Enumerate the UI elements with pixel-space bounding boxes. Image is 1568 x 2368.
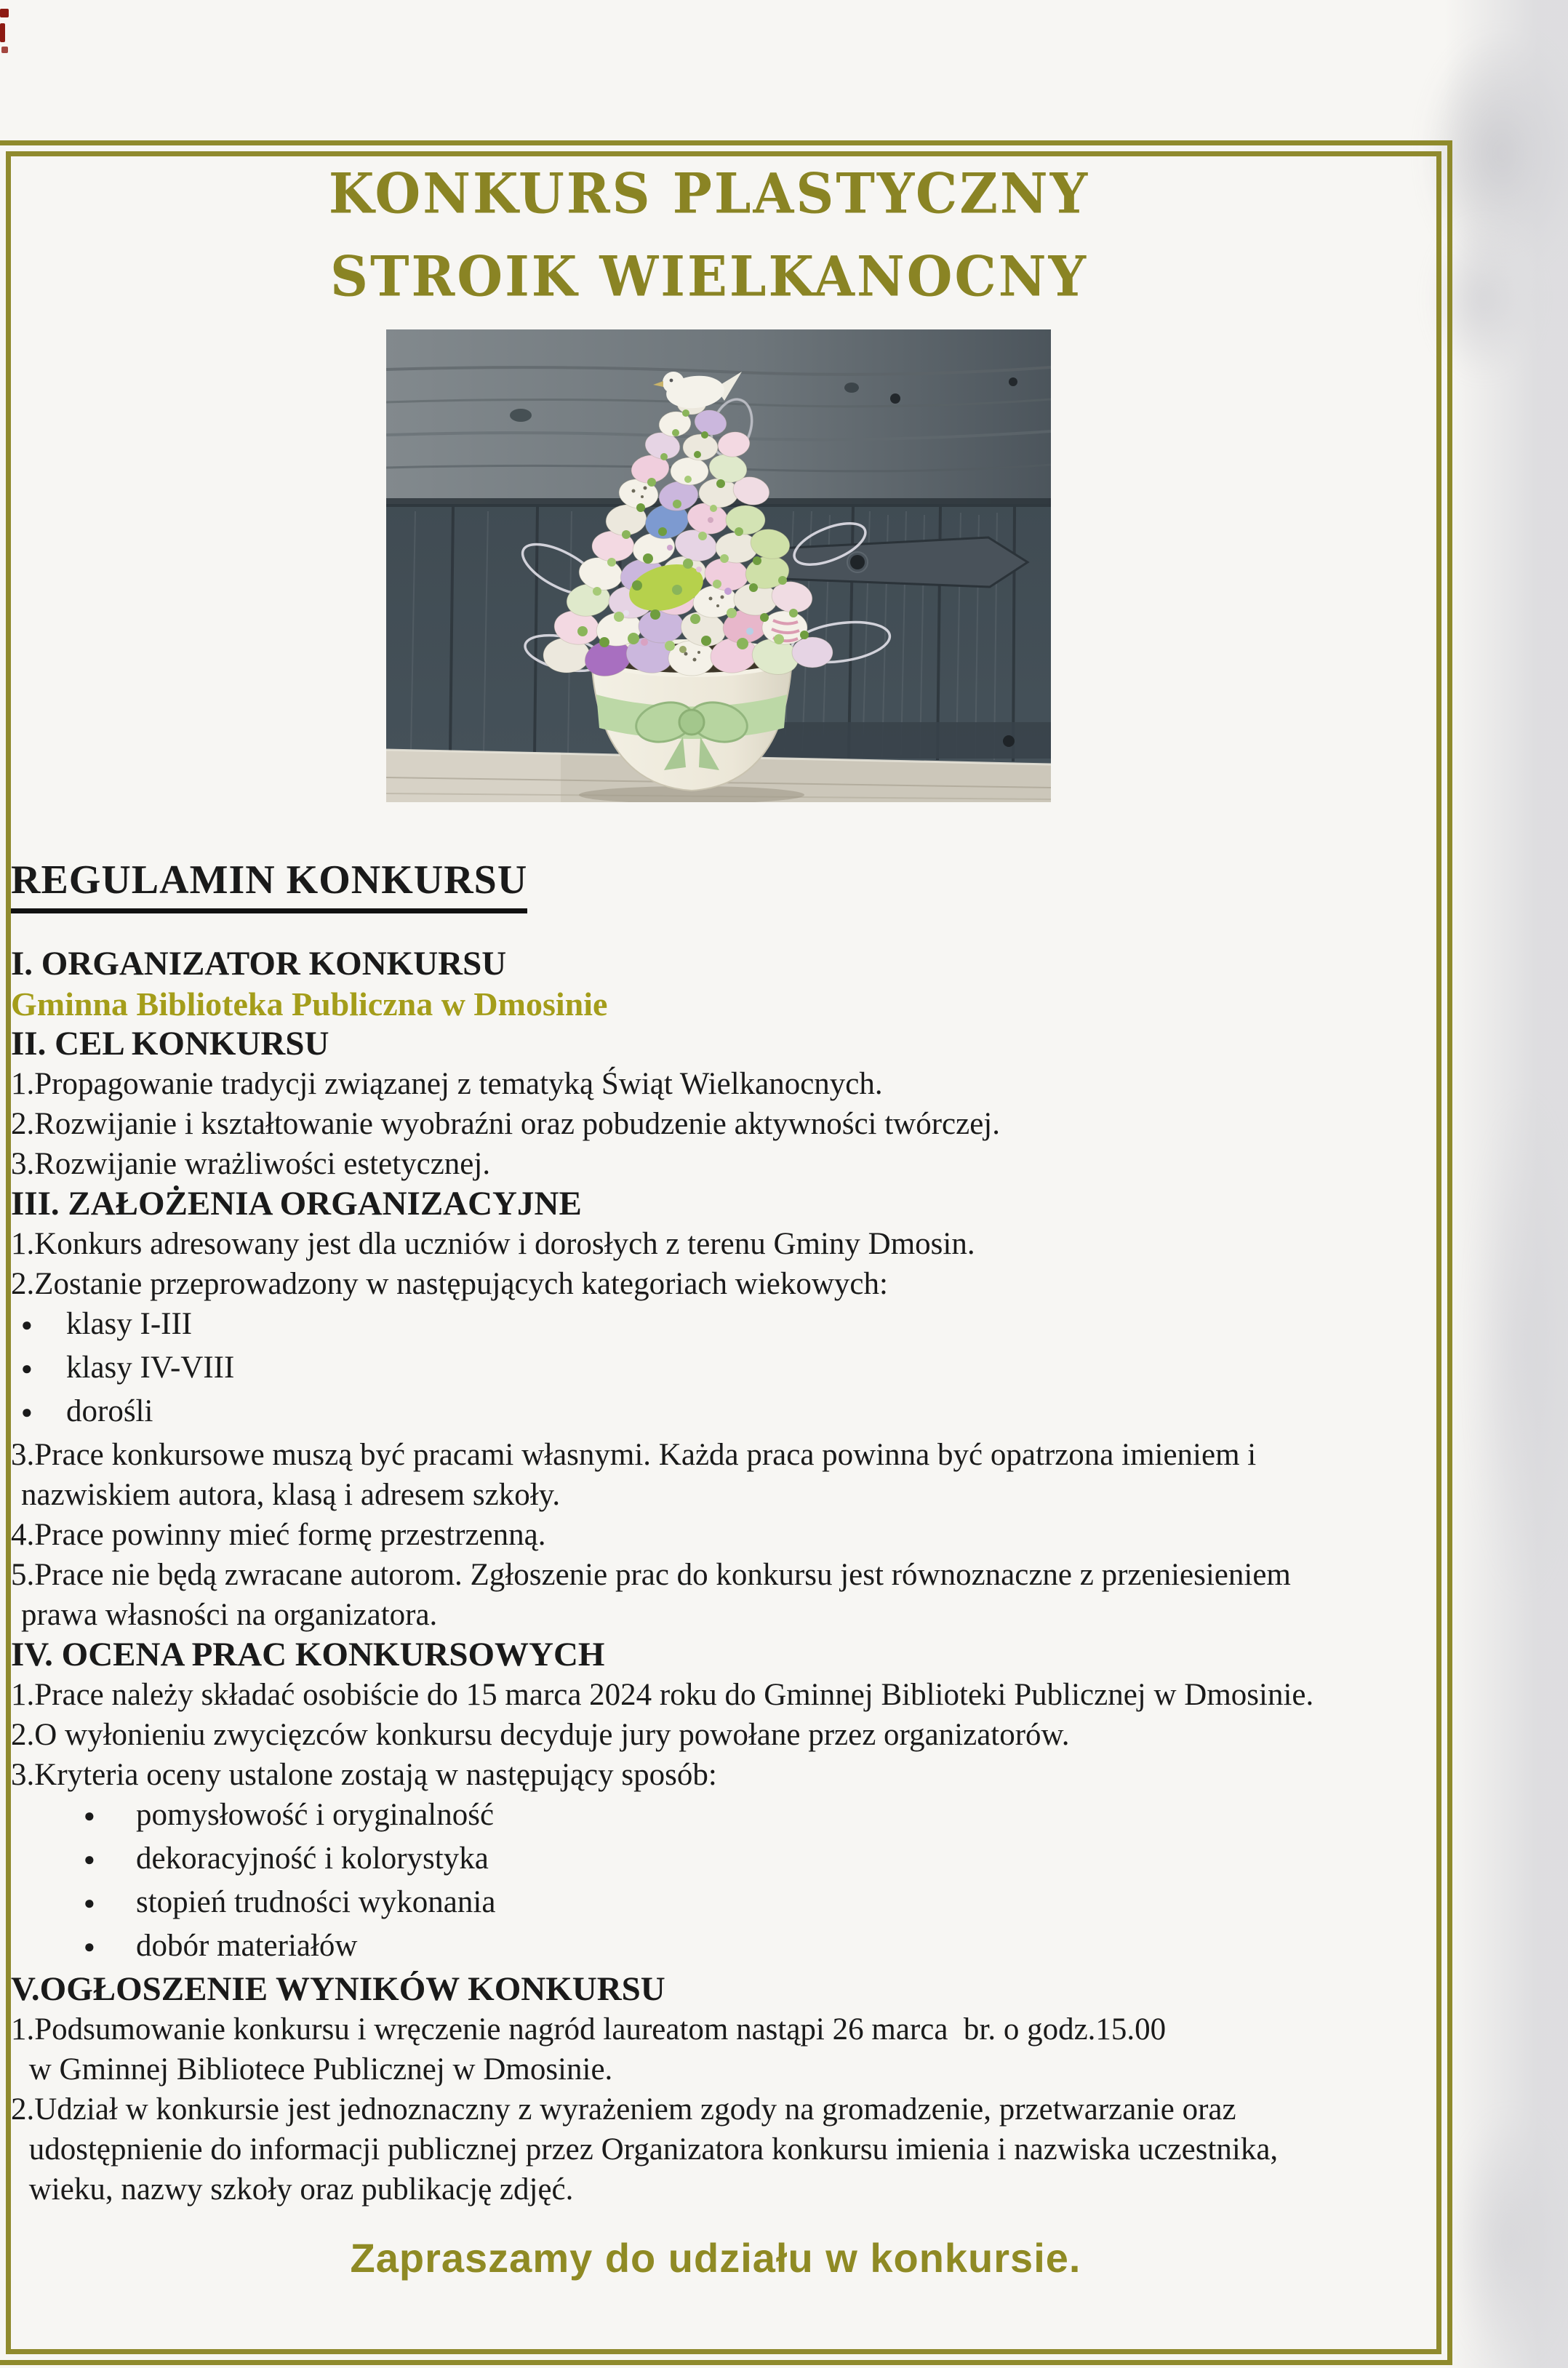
red-scan-mark	[0, 23, 5, 42]
bullet-dot-icon: ●	[21, 1358, 33, 1379]
bullet-item	[11, 1882, 1473, 1926]
bullet-dot-icon: ●	[84, 1892, 95, 1913]
regulations-text	[11, 857, 1473, 2209]
bullet-dot-icon: ●	[84, 1849, 95, 1870]
bullet-text: klasy I-III	[66, 1307, 193, 1341]
bullet-text: stopień trudności wykonania	[136, 1885, 496, 1919]
body-line: 1.Propagowanie tradycji związanej z tematyką Świąt Wielkanocnych.	[11, 1067, 883, 1101]
scan-shadow-blob	[1473, 1091, 1568, 1600]
bullet-text: pomysłowość i oryginalność	[136, 1798, 495, 1832]
bullet-text: dorośli	[66, 1394, 153, 1428]
body-line: 3.Prace konkursowe muszą być pracami własnymi. Każda praca powinna być opatrzona imieniem i	[11, 1438, 1257, 1472]
body-line: 2.Zostanie przeprowadzony w następujących kategoriach wiekowych:	[11, 1267, 888, 1301]
invitation-text: Zapraszamy do udziału w konkursie.	[350, 2235, 1081, 2281]
body-line: w Gminnej Bibliotece Publicznej w Dmosinie.	[21, 2052, 613, 2087]
red-scan-mark	[1, 47, 8, 53]
section-heading-1: I. ORGANIZATOR KONKURSU	[11, 945, 507, 983]
body-line: wieku, nazwy szkoły oraz publikację zdjęć.	[21, 2172, 574, 2207]
body-line: nazwiskiem autora, klasą i adresem szkoły.	[21, 1478, 561, 1512]
body-line: 4.Prace powinny mieć formę przestrzenną.	[11, 1518, 546, 1552]
bullet-item	[11, 1391, 1473, 1435]
bullet-item	[11, 1926, 1473, 1969]
body-line: udostępnienie do informacji publicznej przez Organizatora konkursu imienia i nazwiska uczestnika,	[21, 2132, 1279, 2167]
bullet-text: dobór materiałów	[136, 1929, 358, 1963]
bullet-text: klasy IV-VIII	[66, 1351, 235, 1385]
contest-title-line2: STROIK WIELKANOCNY	[329, 243, 1089, 309]
bullet-dot-icon: ●	[84, 1805, 95, 1826]
body-line: 5.Prace nie będą zwracane autorom. Zgłoszenie prac do konkursu jest równoznaczne z przeniesieniem	[11, 1558, 1291, 1592]
bullet-dot-icon: ●	[21, 1314, 33, 1335]
body-line: 2.O wyłonieniu zwycięzców konkursu decyduje jury powołane przez organizatorów.	[11, 1718, 1070, 1752]
bullet-item	[11, 1839, 1473, 1882]
bullet-dot-icon: ●	[84, 1936, 95, 1957]
section-heading-3: III. ZAŁOŻENIA ORGANIZACYJNE	[11, 1185, 582, 1223]
body-line: prawa własności na organizatora.	[21, 1598, 438, 1632]
bullet-item	[11, 1348, 1473, 1391]
bullet-item	[11, 1795, 1473, 1839]
scan-shadow-blob	[1430, 218, 1539, 378]
bullet-item	[11, 1304, 1473, 1348]
regulamin-heading: REGULAMIN KONKURSU	[11, 857, 527, 913]
contest-title-line1: KONKURS PLASTYCZNY	[328, 160, 1090, 226]
organizer-name: Gminna Biblioteka Publiczna w Dmosinie	[11, 985, 608, 1023]
body-line: 3.Kryteria oceny ustalone zostają w następujący sposób:	[11, 1758, 717, 1792]
body-line: 1.Prace należy składać osobiście do 15 marca 2024 roku do Gminnej Biblioteki Publicznej w Dmosinie.	[11, 1678, 1314, 1712]
scan-shadow-blob	[1423, 29, 1568, 276]
contest-title	[0, 160, 1418, 309]
body-line: 2.Rozwijanie i kształtowanie wyobraźni oraz pobudzenie aktywności twórczej.	[11, 1107, 1001, 1141]
bullet-dot-icon: ●	[21, 1401, 33, 1423]
section-heading-2: II. CEL KONKURSU	[11, 1025, 329, 1063]
section-heading-4: IV. OCENA PRAC KONKURSOWYCH	[11, 1636, 605, 1673]
body-line: 3.Rozwijanie wrażliwości estetycznej.	[11, 1147, 491, 1181]
body-line: 1.Podsumowanie konkursu i wręczenie nagród laureatom nastąpi 26 marca br. o godz.15.00	[11, 2012, 1167, 2047]
section-heading-5: V.OGŁOSZENIE WYNIKÓW KONKURSU	[11, 1970, 665, 2008]
bullet-text: dekoracyjność i kolorystyka	[136, 1841, 489, 1876]
regulations-sections	[11, 944, 1473, 2209]
body-line: 2.Udział w konkursie jest jednoznaczny z wyrażeniem zgody na gromadzenie, przetwarzanie oraz	[11, 2092, 1236, 2127]
body-line: 1.Konkurs adresowany jest dla uczniów i dorosłych z terenu Gminy Dmosin.	[11, 1227, 975, 1261]
red-scan-mark	[0, 9, 9, 17]
easter-decoration-photo	[386, 329, 1051, 802]
